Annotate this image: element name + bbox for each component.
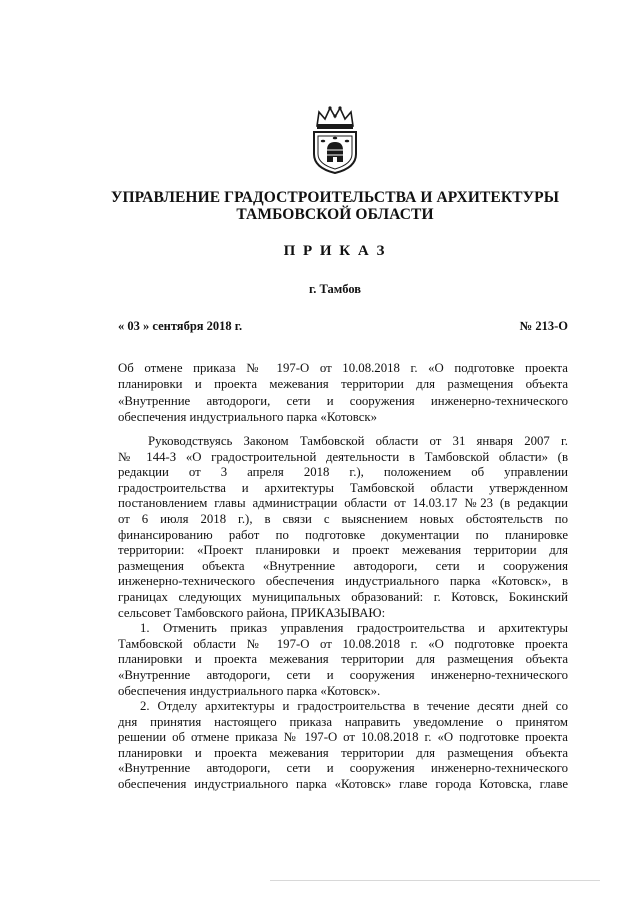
body-line: размещения объекта «Внутренние автодороги, сети и сооружения <box>118 558 568 573</box>
subject-line: обеспечения индустриального парка «Котовск» <box>118 409 378 424</box>
scan-edge-divider <box>270 880 600 881</box>
body-line: 1. Отменить приказ управления градостроительства и архитектуры <box>140 621 568 636</box>
body-line: «Внутренние автодороги, сети и сооружения инженерно-технического <box>118 761 568 776</box>
subject-line: Об отмене приказа № 197-О от 10.08.2018 г. «О подготовке проекта <box>118 361 568 375</box>
body-line: Тамбовской области № 197-О от 10.08.2018 г. «О подготовке проекта <box>118 636 568 651</box>
body-line: территории: «Проект планировки и проект межевания территории для <box>118 543 568 558</box>
body-line: градостроительства и архитектуры Тамбовской области утвержденном <box>118 480 568 495</box>
body-line: планировки и проекта межевания территории для размещения объекта <box>118 652 568 667</box>
body-line: финансированию работ по подготовке документации по планировке <box>118 527 568 542</box>
coat-of-arms-icon <box>307 104 363 174</box>
body-line: 2. Отделу архитектуры и градостроительства в течение десяти дней со <box>140 699 568 714</box>
body-line: Руководствуясь Законом Тамбовской области от 31 января 2007 г. <box>148 434 568 448</box>
body-line: «Внутренние автодороги, сети и сооружения инженерно-технического <box>118 667 568 682</box>
document-body <box>118 434 568 793</box>
subject-line: «Внутренние автодороги, сети и сооружения инженерно-технического <box>118 393 568 408</box>
order-item-2 <box>118 699 568 793</box>
body-line: от 6 июля 2018 г.), в связи с выяснением новых обстоятельств по <box>118 511 568 526</box>
document-number: № 213-О <box>519 319 568 333</box>
org-title-line-1: УПРАВЛЕНИЕ ГРАДОСТРОИТЕЛЬСТВА И АРХИТЕКТУРЫ <box>110 189 560 206</box>
document-type: П Р И К А З <box>283 243 387 259</box>
body-line: дня принятия настоящего приказа направить уведомление о принятом <box>118 714 568 729</box>
body-line: инженерно-технического обеспечения индустриального парка «Котовск», в <box>118 574 568 589</box>
org-title-line-2: ТАМБОВСКОЙ ОБЛАСТИ <box>236 206 434 223</box>
document-meta <box>118 319 568 335</box>
body-line: обеспечения индустриального парка «Котовск». <box>118 683 381 698</box>
body-line: планировки и проекта межевания территории для размещения объекта <box>118 745 568 760</box>
body-line: решении об отмене приказа № 197-О от 10.08.2018 г. «О подготовке проекта <box>118 730 568 745</box>
preamble-paragraph <box>118 434 568 621</box>
document-date: « 03 » сентября 2018 г. <box>118 319 243 333</box>
body-line: обеспечения индустриального парка «Котовск» главе города Котовска, главе <box>118 777 568 792</box>
body-line: сельсовет Тамбовского района, ПРИКАЗЫВАЮ: <box>118 605 386 620</box>
body-line: границах следующих муниципальных образований: г. Котовск, Бокинский <box>118 589 568 604</box>
body-line: постановлением главы администрации области от 14.03.17 №23 (в редакции <box>118 496 568 511</box>
body-line: № 144-З «О градостроительной деятельности в Тамбовской области» (в <box>118 449 568 464</box>
document-subject <box>118 360 568 425</box>
order-item-1 <box>118 621 568 699</box>
subject-line: планировки и проекта межевания территории для размещения объекта <box>118 377 568 392</box>
document-city: г. Тамбов <box>308 282 362 296</box>
body-line: редакции от 3 апреля 2018 г.), положением об управлении <box>118 465 568 480</box>
